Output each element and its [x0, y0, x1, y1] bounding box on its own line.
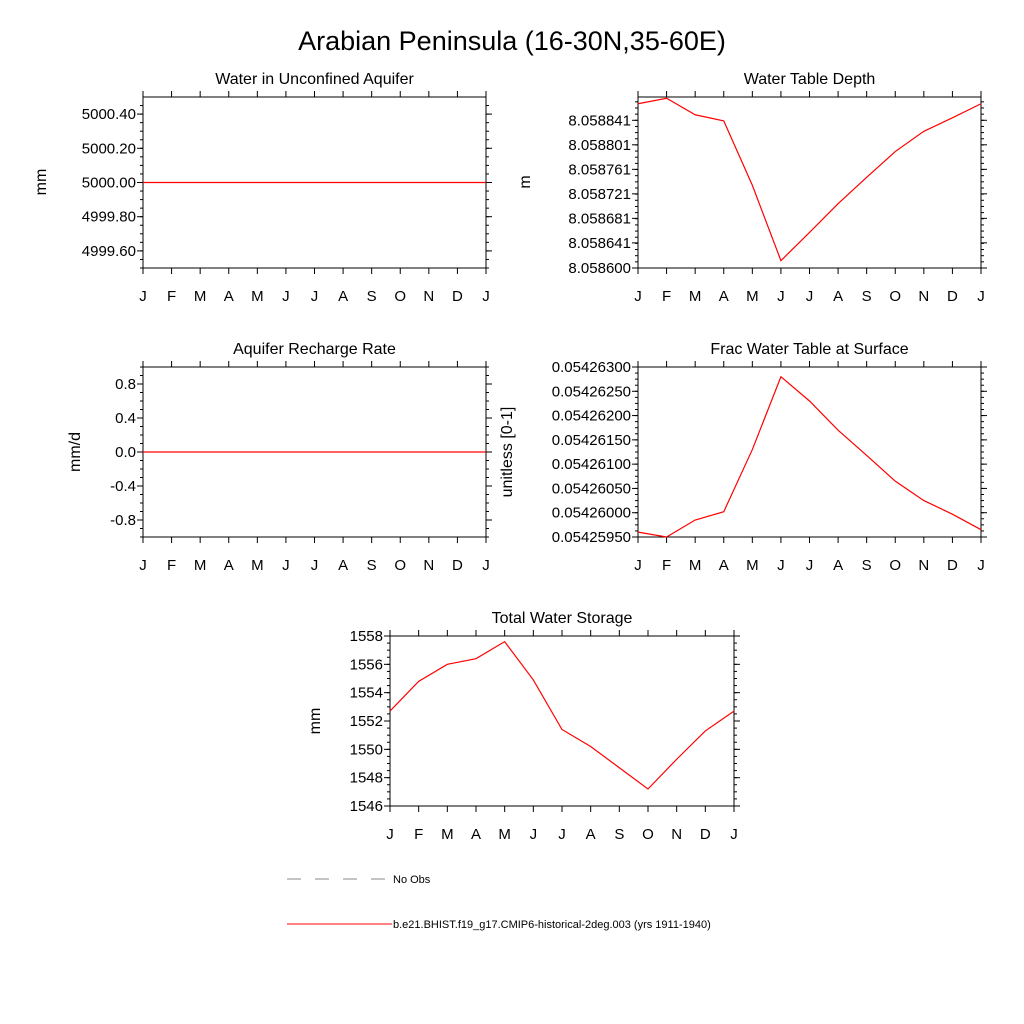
x-tick-label: J — [282, 288, 290, 305]
x-tick-label: M — [746, 288, 759, 305]
panel-title: Aquifer Recharge Rate — [233, 341, 396, 358]
x-tick-label: S — [861, 557, 872, 574]
x-tick-label: J — [482, 557, 490, 574]
x-tick-label: M — [498, 826, 511, 843]
x-tick-label: M — [688, 557, 702, 574]
y-tick-label: 1556 — [349, 656, 383, 674]
plot-frame — [638, 367, 981, 537]
x-tick-label: N — [671, 826, 683, 843]
x-tick-label: S — [366, 288, 377, 305]
y-tick-label: 5000.00 — [81, 174, 136, 192]
x-tick-label: J — [139, 557, 147, 574]
y-tick-label: 8.058600 — [568, 260, 631, 277]
x-tick-label: O — [642, 826, 654, 843]
x-tick-label: M — [746, 557, 759, 574]
x-tick-label: D — [451, 288, 463, 305]
y-tick-label: 1550 — [349, 741, 383, 759]
x-tick-label: A — [718, 557, 729, 574]
x-tick-label: J — [482, 288, 490, 305]
x-tick-label: J — [529, 826, 538, 843]
y-tick-label: 8.058681 — [568, 210, 631, 228]
y-tick-label: 1558 — [349, 628, 383, 645]
x-tick-label: A — [470, 826, 482, 843]
x-tick-label: J — [777, 288, 785, 305]
y-tick-label: 1548 — [349, 769, 383, 787]
y-tick-label: 1546 — [349, 798, 383, 815]
x-tick-label: D — [451, 557, 463, 574]
x-tick-label: S — [614, 826, 625, 843]
y-tick-label: 0.05426200 — [551, 407, 631, 425]
x-tick-label: J — [634, 557, 642, 574]
y-tick-label: 0.05426150 — [551, 431, 631, 449]
panel-title: Water Table Depth — [743, 71, 876, 88]
legend — [287, 874, 711, 931]
panel-water-unconfined — [33, 71, 492, 305]
x-tick-label: J — [139, 288, 147, 305]
x-tick-label: F — [166, 288, 177, 305]
x-tick-label: J — [777, 557, 785, 574]
y-axis-label: unitless [0-1] — [499, 406, 516, 498]
y-tick-label: 4999.60 — [81, 242, 136, 260]
legend-label-no-obs: No Obs — [393, 874, 431, 886]
y-axis-label: mm/d — [67, 432, 84, 472]
x-tick-label: D — [699, 826, 711, 843]
series-line — [638, 98, 981, 260]
y-tick-label: 0.8 — [115, 376, 136, 393]
y-tick-label: 0.05426000 — [551, 504, 631, 522]
y-axis-label: mm — [307, 707, 324, 735]
y-tick-label: 8.058641 — [568, 234, 631, 252]
series-line — [638, 377, 981, 537]
y-tick-label: 5000.20 — [81, 140, 136, 158]
x-tick-label: J — [977, 557, 985, 574]
y-tick-label: 0.05426300 — [551, 359, 631, 376]
x-tick-label: S — [861, 288, 872, 305]
y-tick-label: 0.4 — [115, 410, 136, 427]
x-tick-label: N — [423, 288, 435, 305]
y-axis-label: mm — [33, 168, 50, 196]
panel-title: Total Water Storage — [491, 610, 633, 627]
x-tick-label: A — [833, 288, 844, 305]
x-tick-label: A — [338, 288, 349, 305]
x-tick-label: J — [730, 826, 738, 843]
x-tick-label: N — [918, 288, 930, 305]
panel-title: Water in Unconfined Aquifer — [215, 71, 414, 88]
x-tick-label: A — [833, 557, 844, 574]
y-tick-label: 8.058761 — [568, 161, 631, 179]
x-tick-label: O — [394, 557, 407, 574]
panel-frac-water-table — [499, 341, 987, 574]
panel-aquifer-recharge — [67, 341, 492, 574]
legend-label-model: b.e21.BHIST.f19_g17.CMIP6-historical-2deg.003 (yrs 1911-1940) — [393, 919, 711, 931]
x-tick-label: J — [282, 557, 290, 574]
x-tick-label: D — [946, 288, 958, 305]
series-line — [390, 642, 734, 789]
y-tick-label: 8.058801 — [568, 136, 631, 154]
x-tick-label: M — [193, 288, 207, 305]
x-tick-label: M — [688, 288, 702, 305]
y-tick-label: -0.4 — [110, 478, 136, 495]
y-tick-label: 8.058841 — [568, 112, 631, 130]
x-tick-label: A — [338, 557, 349, 574]
x-tick-label: J — [805, 557, 814, 574]
x-tick-label: J — [805, 288, 814, 305]
panel-total-water-storage — [307, 610, 740, 843]
y-tick-label: 1552 — [349, 713, 383, 730]
x-tick-label: M — [441, 826, 454, 843]
x-tick-label: S — [366, 557, 377, 574]
x-tick-label: N — [918, 557, 930, 574]
y-tick-label: 0.05426050 — [551, 480, 631, 498]
x-tick-label: F — [661, 288, 672, 305]
x-tick-label: D — [946, 557, 958, 574]
x-tick-label: A — [223, 288, 234, 305]
y-tick-label: 0.05425950 — [551, 529, 631, 546]
x-tick-label: J — [386, 826, 394, 843]
y-tick-label: 5000.40 — [81, 106, 136, 124]
plot-frame — [638, 97, 981, 268]
y-tick-label: 1554 — [349, 684, 383, 702]
x-tick-label: O — [889, 557, 902, 574]
x-tick-label: J — [558, 826, 566, 843]
x-tick-label: N — [423, 557, 435, 574]
panel-title: Frac Water Table at Surface — [710, 341, 909, 358]
x-tick-label: F — [166, 557, 177, 574]
y-axis-label: m — [517, 175, 534, 189]
y-tick-label: 0.05426100 — [551, 456, 631, 474]
x-tick-label: A — [585, 826, 596, 843]
x-tick-label: M — [251, 288, 264, 305]
x-tick-label: O — [889, 288, 902, 305]
figure-title: Arabian Peninsula (16-30N,35-60E) — [298, 26, 726, 56]
y-tick-label: 0.0 — [115, 444, 136, 461]
x-tick-label: A — [223, 557, 234, 574]
x-tick-label: F — [661, 557, 672, 574]
x-tick-label: J — [310, 557, 319, 574]
plot-frame — [390, 636, 734, 806]
x-tick-label: J — [310, 288, 319, 305]
x-tick-label: F — [414, 826, 424, 843]
x-tick-label: M — [193, 557, 207, 574]
y-tick-label: 8.058721 — [568, 185, 631, 203]
y-tick-label: 0.05426250 — [551, 383, 631, 401]
panel-water-table-depth — [517, 71, 987, 305]
x-tick-label: J — [977, 288, 985, 305]
y-tick-label: 4999.80 — [81, 208, 136, 226]
x-tick-label: O — [394, 288, 407, 305]
x-tick-label: A — [718, 288, 729, 305]
x-tick-label: J — [634, 288, 642, 305]
y-tick-label: -0.8 — [110, 512, 136, 529]
x-tick-label: M — [251, 557, 264, 574]
